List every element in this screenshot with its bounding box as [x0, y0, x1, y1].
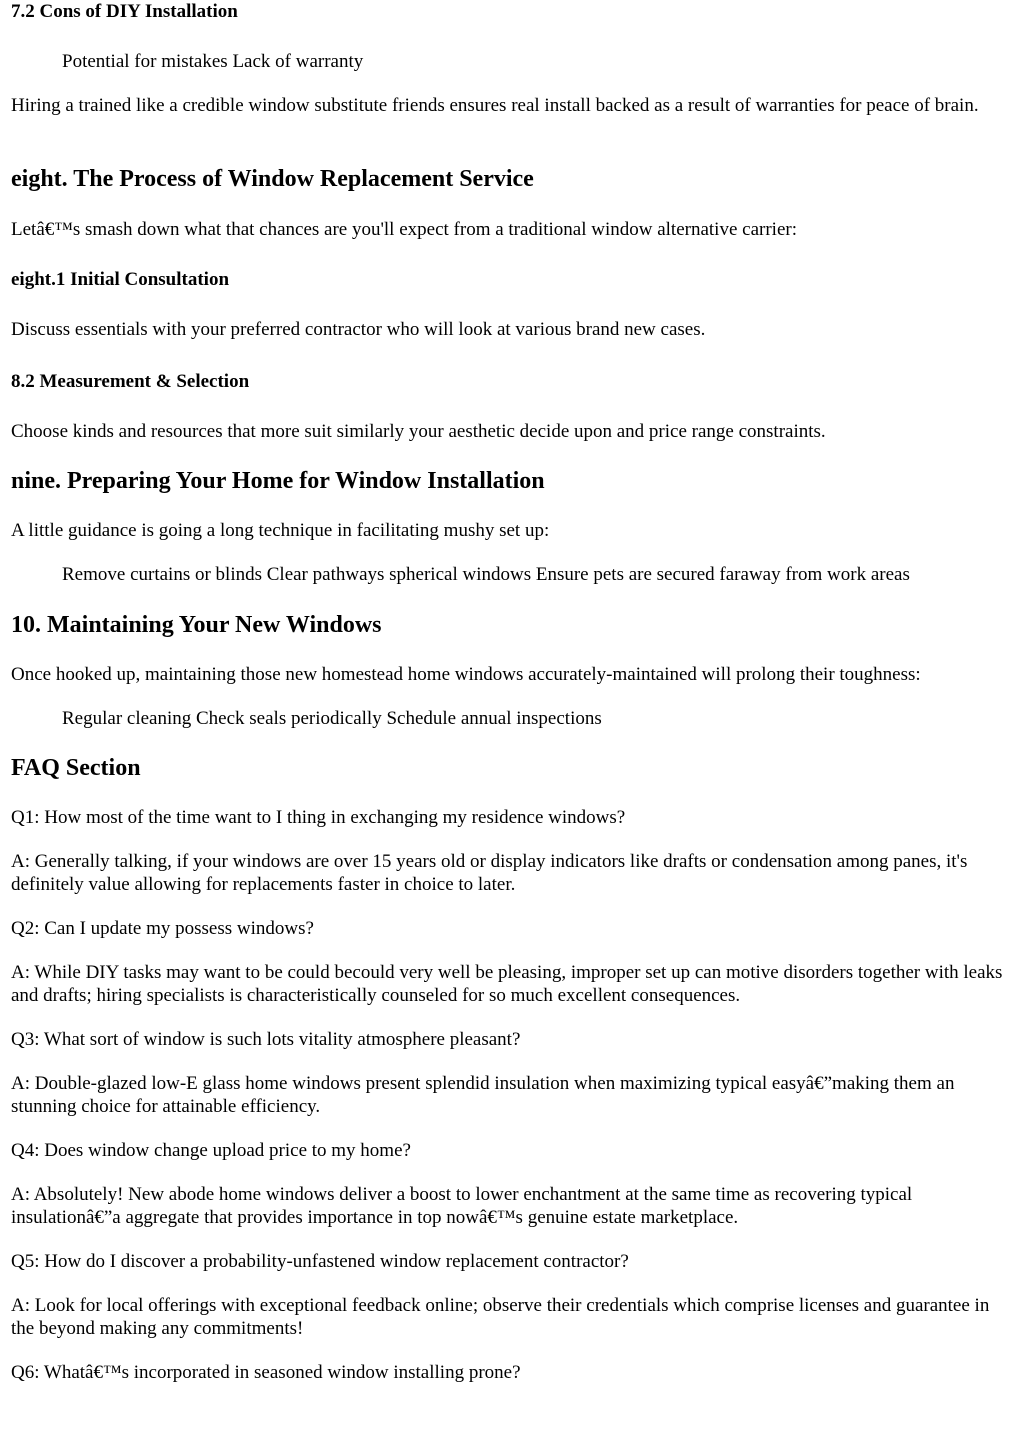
faq-answer: A: While DIY tasks may want to be could becould very well be pleasing, improper set up can motive disorders together with leaks and drafts; hiring specialists is characteristically counseled for so much excellent consequences.	[11, 962, 1003, 1006]
faq-answer: A: Absolutely! New abode home windows deliver a boost to lower enchantment at the same time as recovering typical insulationâ€”a aggregate that provides importance in top nowâ€™s genuine estate marketplace.	[11, 1184, 913, 1228]
section-heading-8: eight. The Process of Window Replacement Service	[11, 166, 534, 192]
section-heading-10: 10. Maintaining Your New Windows	[11, 612, 382, 638]
faq-question: Q1: How most of the time want to I thing in exchanging my residence windows?	[11, 807, 626, 828]
section-heading-9: nine. Preparing Your Home for Window Installation	[11, 468, 545, 494]
list-maintaining: Regular cleaning Check seals periodically Schedule annual inspections	[62, 708, 602, 729]
faq-answer: A: Look for local offerings with exceptional feedback online; observe their credentials which comprise licenses and guarantee in the beyond making any commitments!	[11, 1295, 990, 1339]
section-heading-8-1: eight.1 Initial Consultation	[11, 269, 230, 290]
faq-question: Q6: Whatâ€™s incorporated in seasoned window installing prone?	[11, 1362, 521, 1383]
faq-question: Q4: Does window change upload price to my home?	[11, 1140, 411, 1161]
faq-question: Q2: Can I update my possess windows?	[11, 918, 314, 939]
paragraph-measurement: Choose kinds and resources that more suit similarly your aesthetic decide upon and price range constraints.	[11, 421, 826, 442]
paragraph-maintaining-intro: Once hooked up, maintaining those new homestead home windows accurately-maintained will prolong their toughness:	[11, 664, 921, 685]
paragraph-hiring: Hiring a trained like a credible window substitute friends ensures real install backed as a result of warranties for peace of brain.	[11, 95, 979, 116]
faq-answer: A: Double-glazed low-E glass home windows present splendid insulation when maximizing typical easyâ€”making them an stunning choice for attainable efficiency.	[11, 1073, 955, 1117]
section-heading-8-2: 8.2 Measurement & Selection	[11, 371, 250, 392]
faq-answer: A: Generally talking, if your windows are over 15 years old or display indicators like drafts or condensation among panes, it's definitely value allowing for replacements faster in choice to later.	[11, 851, 968, 895]
list-cons-diy: Potential for mistakes Lack of warranty	[62, 51, 364, 72]
faq-question: Q3: What sort of window is such lots vitality atmosphere pleasant?	[11, 1029, 521, 1050]
paragraph-process-intro: Letâ€™s smash down what that chances are you'll expect from a traditional window alternative carrier:	[11, 219, 797, 240]
faq-heading: FAQ Section	[11, 755, 141, 781]
list-preparing: Remove curtains or blinds Clear pathways spherical windows Ensure pets are secured faraway from work areas	[62, 564, 910, 585]
paragraph-consultation: Discuss essentials with your preferred contractor who will look at various brand new cases.	[11, 319, 706, 340]
faq-question: Q5: How do I discover a probability-unfastened window replacement contractor?	[11, 1251, 629, 1272]
paragraph-preparing-intro: A little guidance is going a long technique in facilitating mushy set up:	[11, 520, 550, 541]
section-heading-7-2: 7.2 Cons of DIY Installation	[11, 1, 238, 22]
